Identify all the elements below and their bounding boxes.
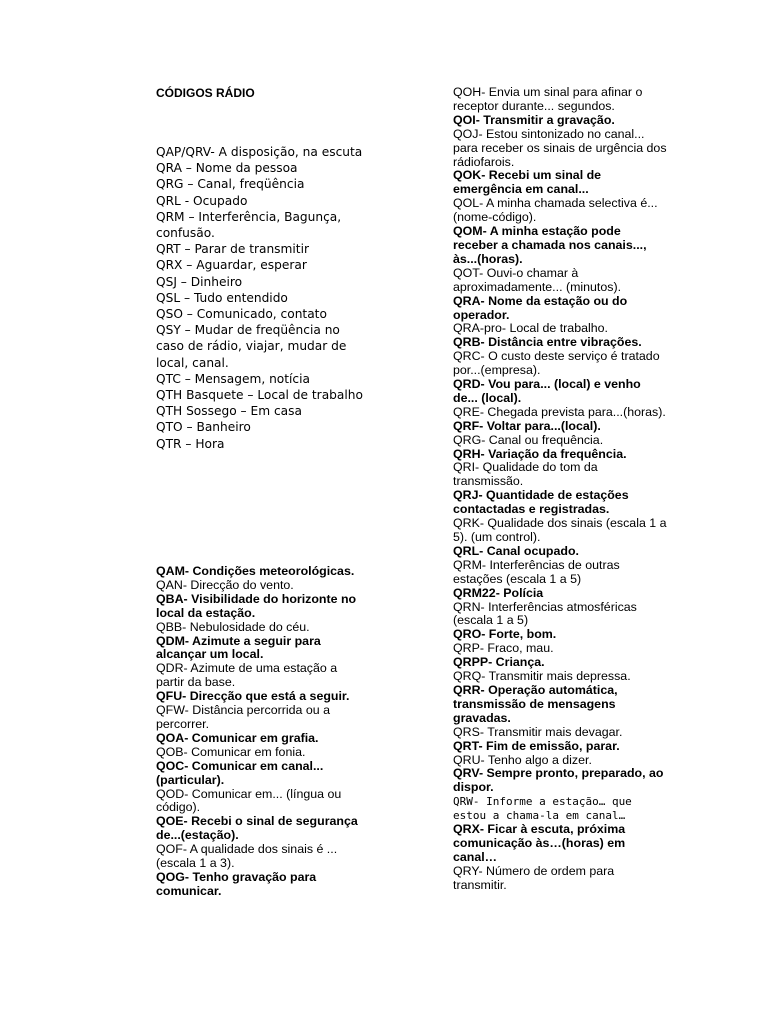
code-entry: QOG- Tenho gravação para comunicar. (156, 869, 317, 898)
code-entry: QRH- Variação da frequência. (453, 446, 627, 461)
code-entry: QRY- Número de ordem para transmitir. (453, 863, 615, 892)
code-entry: QRR- Operação automática, transmissão de mensagens gravadas. (453, 682, 618, 725)
code-entry: QRL - Ocupado (156, 193, 248, 208)
q-codes-list (453, 86, 668, 893)
code-entry: QBB- Nebulosidade do céu. (156, 619, 310, 634)
code-entry: QRL- Canal ocupado. (453, 543, 579, 558)
code-entry: QOT- Ouvi-o chamar à aproximadamente... (minutos). (453, 265, 622, 294)
code-entry: QRP- Fraco, mau. (453, 641, 554, 656)
code-entry: QTC – Mensagem, notícia (156, 371, 310, 386)
code-entry: QFW- Distância percorrida ou a percorrer. (156, 703, 330, 731)
code-entry: QRI- Qualidade do tom da transmissão. (453, 460, 598, 489)
code-entry: QOD- Comunicar em... (língua ou código). (156, 786, 342, 815)
code-entry: QRE- Chegada prevista para...(horas). (453, 404, 666, 419)
code-entry: QRN- Interferências atmosféricas (escala 1 a 5) (453, 599, 637, 628)
code-entry: QRK- Qualidade dos sinais (escala 1 a 5). (um control). (453, 516, 667, 544)
code-entry: QRX- Ficar à escuta, próxima comunicação às…(horas) em canal… (453, 822, 626, 864)
code-entry: QRF- Voltar para...(local). (453, 418, 601, 433)
aviation-codes-list (156, 565, 366, 899)
code-entry: QBA- Visibilidade do horizonte no local da estação. (156, 591, 357, 620)
code-entry: QRM- Interferências de outras estações (escala 1 a 5) (453, 557, 620, 586)
code-entry: QOJ- Estou sintonizado no canal... para receber os sinais de urgência dos rádiofarois. (453, 126, 667, 169)
code-entry: QAP/QRV- A disposição, na escuta (156, 145, 363, 159)
code-entry: QTH Sossego – Em casa (156, 404, 302, 419)
code-entry: QRA-pro- Local de trabalho. (453, 321, 608, 336)
code-entry: QRT – Parar de transmitir (156, 242, 309, 257)
code-entry: QRM22- Polícia (453, 585, 544, 600)
code-entry: QRG- Canal ou frequência. (453, 432, 604, 447)
code-entry: QOA- Comunicar em grafia. (156, 730, 319, 745)
code-entry: QOK- Recebi um sinal de emergência em canal... (453, 168, 602, 197)
code-entry: QDM- Azimute a seguir para alcançar um local. (156, 633, 321, 662)
code-entry: QTR – Hora (156, 436, 225, 451)
code-entry: QRA- Nome da estação ou do operador. (453, 293, 628, 322)
code-entry: QRJ- Quantidade de estações contactadas e registradas. (453, 488, 629, 517)
code-entry: QRO- Forte, bom. (453, 627, 557, 642)
code-entry: QRQ- Transmitir mais depressa. (453, 669, 631, 684)
code-entry: QOM- A minha estação pode receber a chamada nos canais..., às...(horas). (453, 224, 647, 266)
code-entry: QRA – Nome da pessoa (156, 161, 298, 176)
code-entry: QFU- Direcção que está a seguir. (156, 689, 350, 704)
code-entry: QTO – Banheiro (156, 420, 251, 435)
code-entry: QRM – Interferência, Bagunça, confusão. (156, 209, 342, 241)
code-entry: QOF- A qualidade dos sinais é ...(escala 1 a 3). (156, 842, 338, 871)
code-entry: QRU- Tenho algo a dizer. (453, 752, 592, 767)
code-entry: QRW- Informe a estação… que estou a chama-la em canal… (453, 795, 632, 823)
code-entry: QRV- Sempre pronto, preparado, ao dispor. (453, 766, 664, 795)
code-entry: QOI- Transmitir a gravação. (453, 112, 615, 127)
code-entry: QRB- Distância entre vibrações. (453, 335, 642, 350)
code-entry: QOB- Comunicar em fonia. (156, 744, 306, 759)
code-entry: QAN- Direcção do vento. (156, 577, 294, 592)
code-entry: QSY – Mudar de freqüência no caso de rádio, viajar, mudar de local, canal. (156, 323, 347, 370)
code-entry: QSJ – Dinheiro (156, 274, 243, 289)
basic-codes-list (156, 144, 366, 452)
code-entry: QRPP- Criança. (453, 655, 545, 670)
code-entry: QOE- Recebi o sinal de segurança de...(estação). (156, 814, 358, 843)
page-title: CÓDIGOS RÁDIO (156, 86, 255, 100)
code-entry: QRS- Transmitir mais devagar. (453, 724, 623, 739)
code-entry: QSO – Comunicado, contato (156, 307, 327, 322)
code-entry: QRD- Vou para... (local) e venho de... (local). (453, 377, 641, 405)
code-entry: QAM- Condições meteorológicas. (156, 564, 355, 578)
code-entry: QOC- Comunicar em canal...(particular). (156, 758, 324, 787)
code-entry: QRX – Aguardar, esperar (156, 258, 307, 273)
code-entry: QOH- Envia um sinal para afinar o receptor durante... segundos. (453, 85, 643, 113)
code-entry: QRC- O custo deste serviço é tratado por...(empresa). (453, 349, 660, 378)
code-entry: QDR- Azimute de uma estação a partir da base. (156, 661, 338, 690)
code-entry: QSL – Tudo entendido (156, 290, 288, 305)
code-entry: QRG – Canal, freqüência (156, 177, 305, 192)
code-entry: QOL- A minha chamada selectiva é...(nome-código). (453, 196, 658, 225)
code-entry: QTH Basquete – Local de trabalho (156, 388, 363, 403)
code-entry: QRT- Fim de emissão, parar. (453, 738, 620, 753)
